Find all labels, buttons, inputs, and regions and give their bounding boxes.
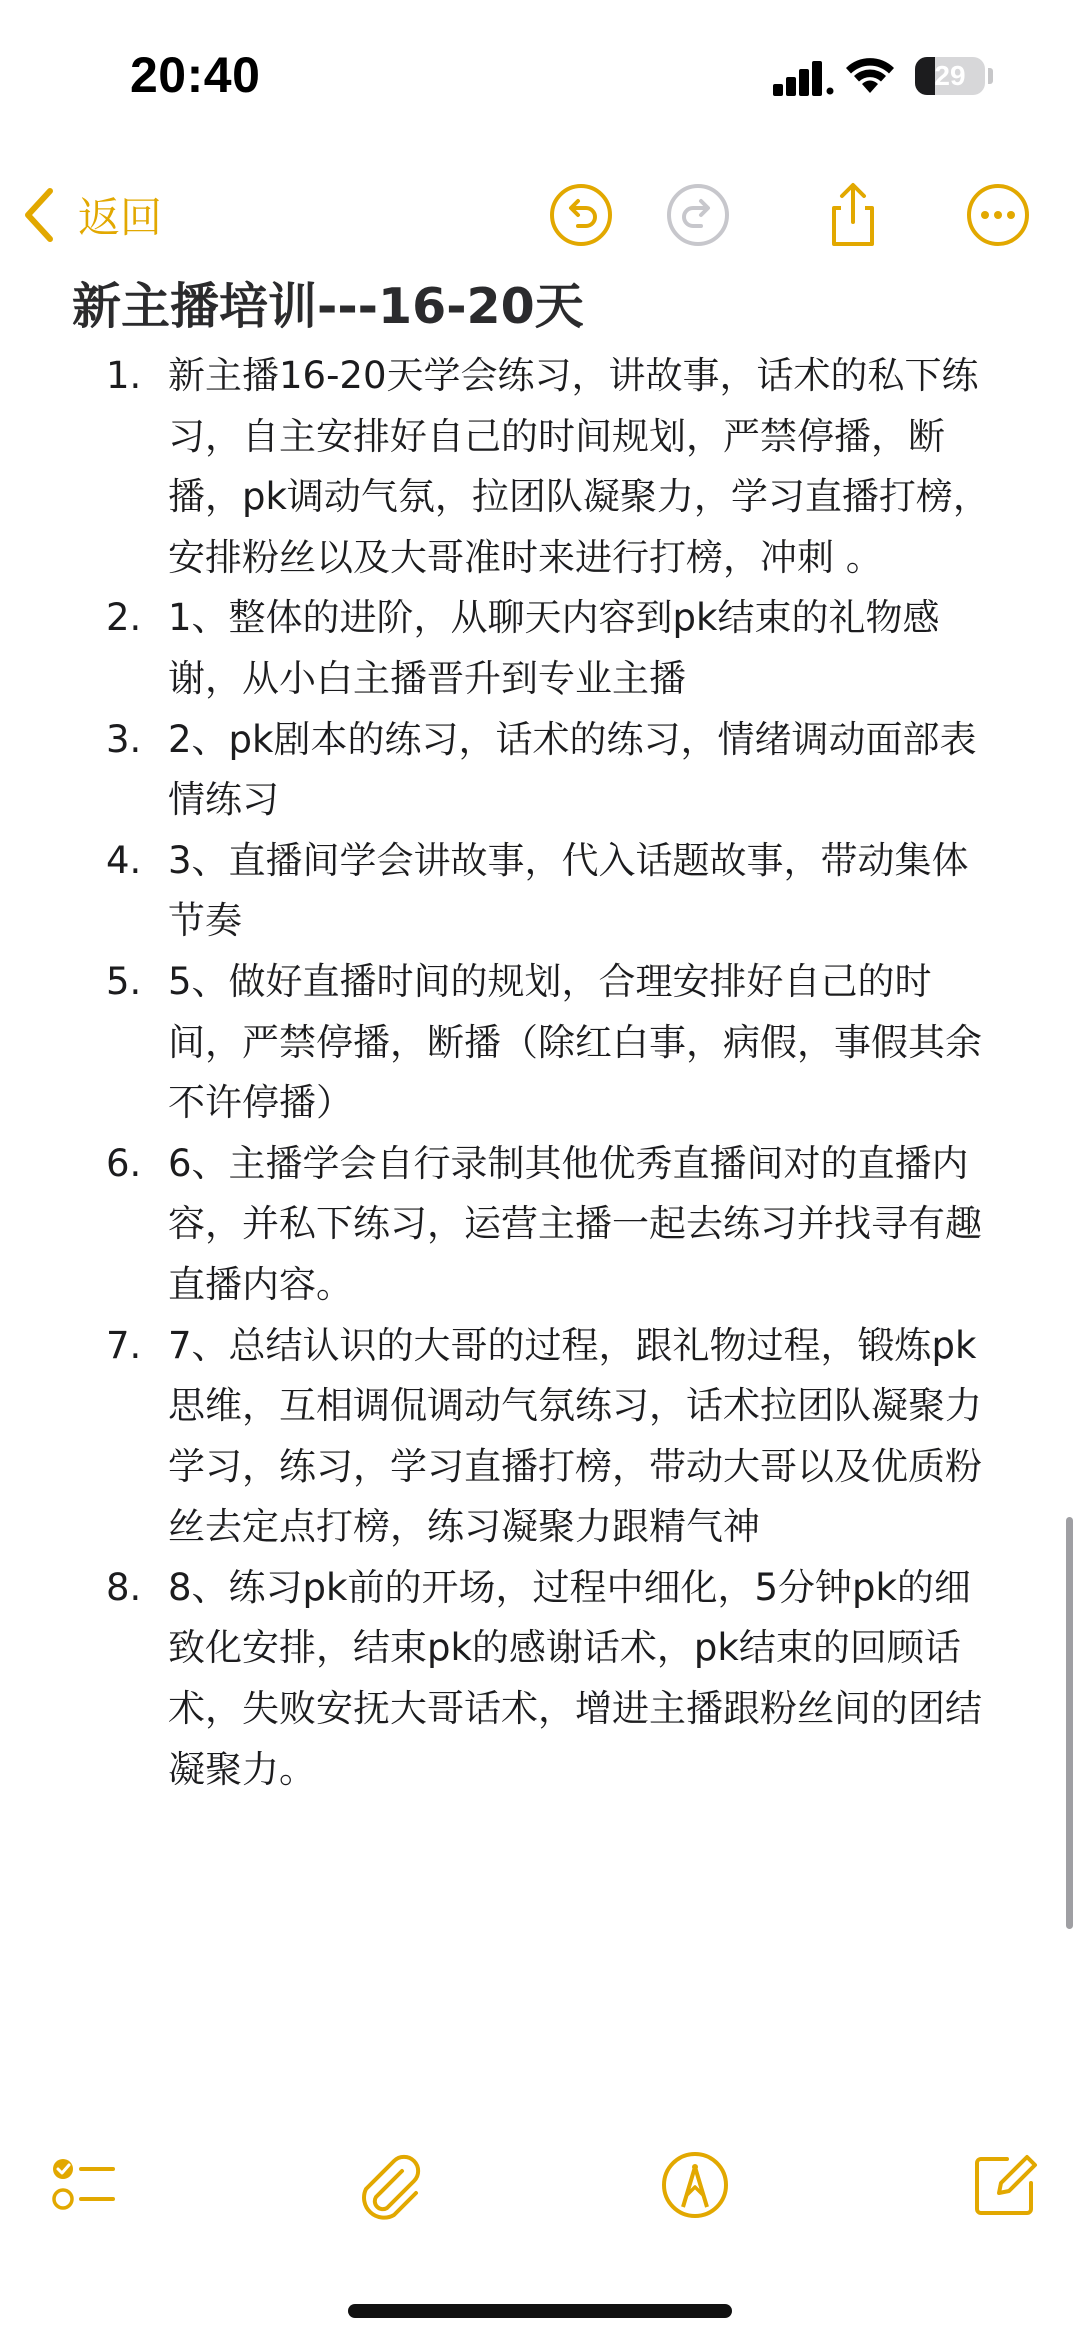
list-item-text: 2、pk剧本的练习，话术的练习，情绪调动面部表情练习 bbox=[168, 717, 977, 822]
list-item-number: 7. bbox=[106, 1323, 142, 1367]
list-item-number: 1. bbox=[106, 354, 142, 397]
list-item bbox=[0, 1558, 1080, 1800]
battery-cap bbox=[988, 68, 993, 84]
list-item bbox=[0, 831, 1080, 952]
undo-icon bbox=[548, 182, 614, 248]
chevron-left-icon bbox=[20, 185, 60, 245]
list-item-text: 8、练习pk前的开场，过程中细化，5分钟pk的细致化安排，结束pk的感谢话术，pk结束的回顾话术，失败安抚大哥话术，增进主播跟粉丝间的团结凝聚力。 bbox=[168, 1565, 982, 1791]
back-button-label: 返回 bbox=[78, 193, 163, 242]
share-button[interactable] bbox=[815, 170, 891, 260]
attachment-button[interactable] bbox=[345, 2140, 435, 2230]
list-item-number: 3. bbox=[106, 717, 142, 761]
undo-button[interactable] bbox=[543, 170, 619, 260]
list-item bbox=[0, 588, 1080, 709]
list-item bbox=[0, 710, 1080, 831]
more-icon bbox=[965, 182, 1031, 248]
wifi-icon bbox=[845, 56, 895, 96]
battery-indicator bbox=[915, 57, 985, 95]
status-bar bbox=[0, 0, 1080, 150]
list-item-text: 5、做好直播时间的规划，合理安排好自己的时间，严禁停播，断播（除红白事，病假，事假其余不许停播） bbox=[168, 959, 982, 1125]
list-item-number: 8. bbox=[106, 1565, 142, 1609]
home-indicator[interactable] bbox=[348, 2304, 732, 2318]
compose-button[interactable] bbox=[960, 2140, 1050, 2230]
checklist-button[interactable] bbox=[40, 2140, 130, 2230]
status-time: 20:40 bbox=[130, 47, 261, 103]
list-item bbox=[0, 346, 1080, 588]
navigation-bar bbox=[0, 160, 1080, 270]
bottom-toolbar bbox=[0, 2140, 1080, 2240]
note-title: 新主播培训---16-20天 bbox=[72, 278, 584, 335]
attachment-icon bbox=[354, 2149, 426, 2221]
list-item-text: 1、整体的进阶，从聊天内容到pk结束的礼物感谢，从小白主播晋升到专业主播 bbox=[168, 596, 940, 700]
list-item-number: 6. bbox=[106, 1141, 142, 1185]
compose-icon bbox=[969, 2149, 1041, 2221]
list-item bbox=[0, 1316, 1080, 1558]
list-item-number: 5. bbox=[106, 959, 142, 1003]
redo-button[interactable] bbox=[660, 170, 736, 260]
cellular-signal-icon bbox=[773, 58, 835, 98]
back-button[interactable] bbox=[20, 170, 162, 260]
list-item-text: 3、直播间学会讲故事，代入话题故事，带动集体节奏 bbox=[168, 838, 969, 943]
markup-button[interactable] bbox=[650, 2140, 740, 2230]
more-button[interactable] bbox=[960, 170, 1036, 260]
list-item-number: 2. bbox=[106, 596, 142, 640]
list-item-text: 6、主播学会自行录制其他优秀直播间对的直播内容，并私下练习，运营主播一起去练习并找寻有趣直播内容。 bbox=[168, 1141, 982, 1306]
battery-percentage: 29 bbox=[934, 60, 966, 91]
scroll-indicator[interactable] bbox=[1066, 1517, 1073, 1929]
list-item-text: 7、总结认识的大哥的过程，跟礼物过程，锻炼pk思维，互相调侃调动气氛练习，话术拉团队凝聚力学习，练习，学习直播打榜，带动大哥以及优质粉丝去定点打榜，练习凝聚力跟精气神 bbox=[168, 1323, 982, 1549]
numbered-list bbox=[0, 346, 1080, 1800]
list-item bbox=[0, 952, 1080, 1134]
redo-icon bbox=[665, 182, 731, 248]
markup-icon bbox=[659, 2149, 731, 2221]
list-item-number: 4. bbox=[106, 838, 142, 882]
list-item-text: 新主播16-20天学会练习，讲故事，话术的私下练习，自主安排好自己的时间规划，严禁停播，断播，pk调动气氛，拉团队凝聚力，学习直播打榜，安排粉丝以及大哥准时来进行打榜，冲刺 。 bbox=[168, 354, 990, 579]
checklist-icon bbox=[49, 2149, 121, 2221]
list-item bbox=[0, 1134, 1080, 1316]
share-icon bbox=[820, 182, 886, 248]
